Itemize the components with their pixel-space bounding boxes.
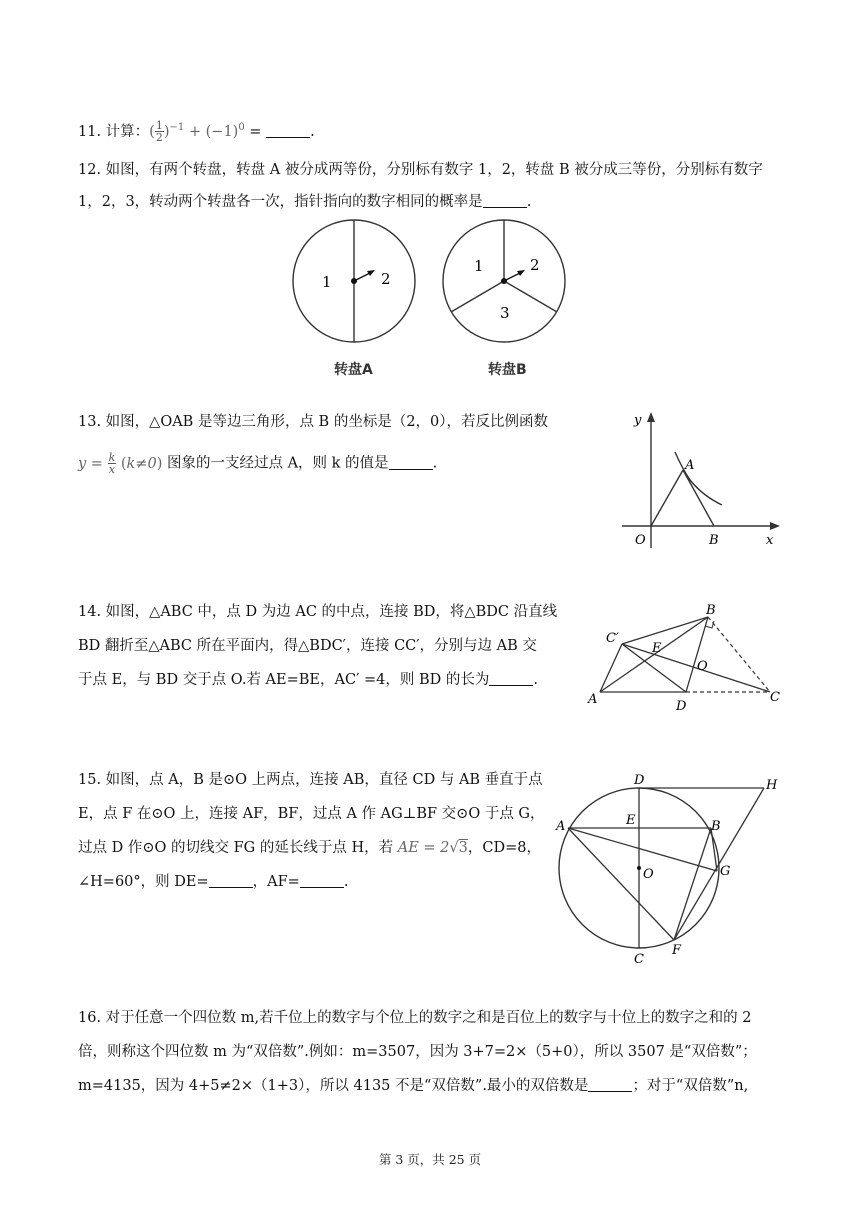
question-15-line1: 15. 如图，点 A，B 是⊙O 上两点，连接 AB，直径 CD 与 AB 垂直于点 — [78, 772, 543, 788]
q13-label-o: O — [635, 533, 646, 548]
q14-label-o: O — [697, 659, 708, 674]
q15-label-c: C — [634, 952, 644, 967]
q15-label-g: G — [720, 864, 731, 879]
q14-label-c: C — [770, 690, 780, 705]
q15-label-b: B — [711, 819, 721, 834]
q15-label-d: D — [634, 773, 645, 788]
dial-b-label-1: 1 — [474, 257, 484, 275]
q14-label-d: D — [676, 699, 687, 714]
q12-line2-text: 1，2，3，转动两个转盘各一次，指针指向的数字相同的概率是 — [78, 194, 483, 210]
q15-label-h: H — [766, 778, 778, 793]
q11-exp0: 0 — [238, 122, 245, 133]
question-12-line2 — [78, 192, 531, 212]
q14-figure — [584, 600, 794, 720]
q12-answer-blank — [483, 193, 527, 208]
dial-b-label-3: 3 — [500, 304, 510, 322]
q12-end: . — [526, 194, 532, 210]
page-footer: 第 3 页，共 25 页 — [378, 1152, 482, 1167]
dial-b — [443, 220, 565, 342]
q15-end: . — [343, 874, 349, 890]
q16-line3b: ；对于“双倍数”n, — [632, 1078, 749, 1094]
q15-de-blank — [209, 873, 253, 888]
q14-answer-blank — [489, 671, 533, 686]
q13-label-y: y — [634, 413, 642, 428]
q13-fraction: $\frac{k}{x}$ — [108, 451, 116, 476]
question-13-line1: 13. 如图，△OAB 是等边三角形，点 B 的坐标是（2，0），若反比例函数 — [78, 414, 549, 430]
q15-figure — [554, 770, 794, 970]
dial-b-label-2: 2 — [530, 256, 540, 274]
q14-line3-text: 于点 E，与 BD 交于点 O.若 AE=BE，AC′ =4，则 BD 的长为 — [78, 672, 490, 688]
question-14-line3 — [78, 670, 538, 690]
question-16-line2: 倍，则称这个四位数 m 为“双倍数”.例如：m=3507，因为 3+7=2×（5+0），所以 3507 是“双倍数”； — [78, 1044, 757, 1060]
q15-line3b: ，CD=8， — [467, 840, 541, 856]
question-16-line3 — [78, 1076, 748, 1096]
q16-answer-blank — [588, 1077, 632, 1092]
question-14-line2: BD 翻折至△ABC 所在平面内，得△BDC′，连接 CC′，分别与边 AB 交 — [78, 638, 537, 654]
q11-end: . — [310, 123, 315, 140]
q15-label-e: E — [626, 813, 636, 828]
dial-a-label-2: 2 — [381, 270, 391, 288]
question-16-line1: 16. 对于任意一个四位数 m,若千位上的数字与个位上的数字之和是百位上的数字与十位上的数字之和的 2 — [78, 1010, 752, 1026]
q13-answer-blank — [389, 455, 433, 470]
q13-label-x: x — [766, 533, 774, 548]
q15-line3a: 过点 D 作⊙O 的切线交 FG 的延长线于点 H，若 — [78, 840, 398, 856]
question-13-line2 — [78, 452, 437, 475]
q11-equals: = — [244, 123, 267, 140]
q13-label-b: B — [709, 533, 719, 548]
q14-end: . — [533, 672, 538, 688]
q16-line3a: m=4135，因为 4+5≠2×（1+3），所以 4135 不是“双倍数”.最小的双倍数是 — [78, 1078, 589, 1094]
q14-label-e: E — [652, 641, 662, 656]
spinner-figure — [290, 218, 590, 348]
question-14-line1: 14. 如图，△ABC 中，点 D 为边 AC 的中点，连接 BD，将△BDC 沿直线 — [78, 604, 558, 620]
q11-formula: ( $\frac{1}{2}$ )$^{-1} + (-1)^0$ — [149, 119, 245, 145]
q15-line4b: ，AF= — [252, 874, 300, 890]
q15-label-f: F — [672, 943, 682, 958]
question-15-line4 — [78, 872, 348, 892]
dial-a-label-1: 1 — [322, 273, 332, 291]
q15-label-a: A — [556, 819, 566, 834]
q11-frac-num: 1 — [155, 119, 163, 133]
q14-label-c-prime: C′ — [606, 631, 619, 646]
dial-b-caption: 转盘B — [488, 362, 527, 378]
question-15-line2: E，点 F 在⊙O 上，连接 AF，BF，过点 A 作 AG⊥BF 交⊙O 于点 G， — [78, 806, 545, 822]
q13-graph — [618, 408, 788, 558]
question-15-line3 — [78, 838, 541, 858]
q13-formula: y = $\frac{k}{x}$ (k≠0) — [78, 451, 163, 476]
q13-label-a: A — [685, 458, 695, 473]
dial-a — [293, 220, 415, 342]
q15-line4a: ∠H=60°，则 DE= — [78, 874, 209, 890]
q15-label-o: O — [643, 867, 654, 882]
question-11 — [78, 118, 315, 143]
dial-a-caption: 转盘A — [334, 362, 373, 378]
q11-frac-den: 2 — [155, 131, 163, 145]
question-12-line1: 12. 如图，有两个转盘，转盘 A 被分成两等份，分别标有数字 1，2，转盘 B 被分成三等份，分别标有数字 — [78, 162, 763, 178]
q11-answer-blank — [266, 123, 310, 138]
q13-line2-text: 图象的一支经过点 A，则 k 的值是 — [162, 455, 389, 472]
q15-formula: AE = 2√3 — [397, 840, 468, 856]
q11-prefix: 11. 计算： — [78, 123, 150, 140]
q11-fraction — [155, 120, 164, 143]
q14-label-b: B — [706, 603, 716, 618]
q15-af-blank — [300, 873, 344, 888]
q13-end: . — [432, 455, 438, 472]
q14-label-a: A — [588, 692, 598, 707]
